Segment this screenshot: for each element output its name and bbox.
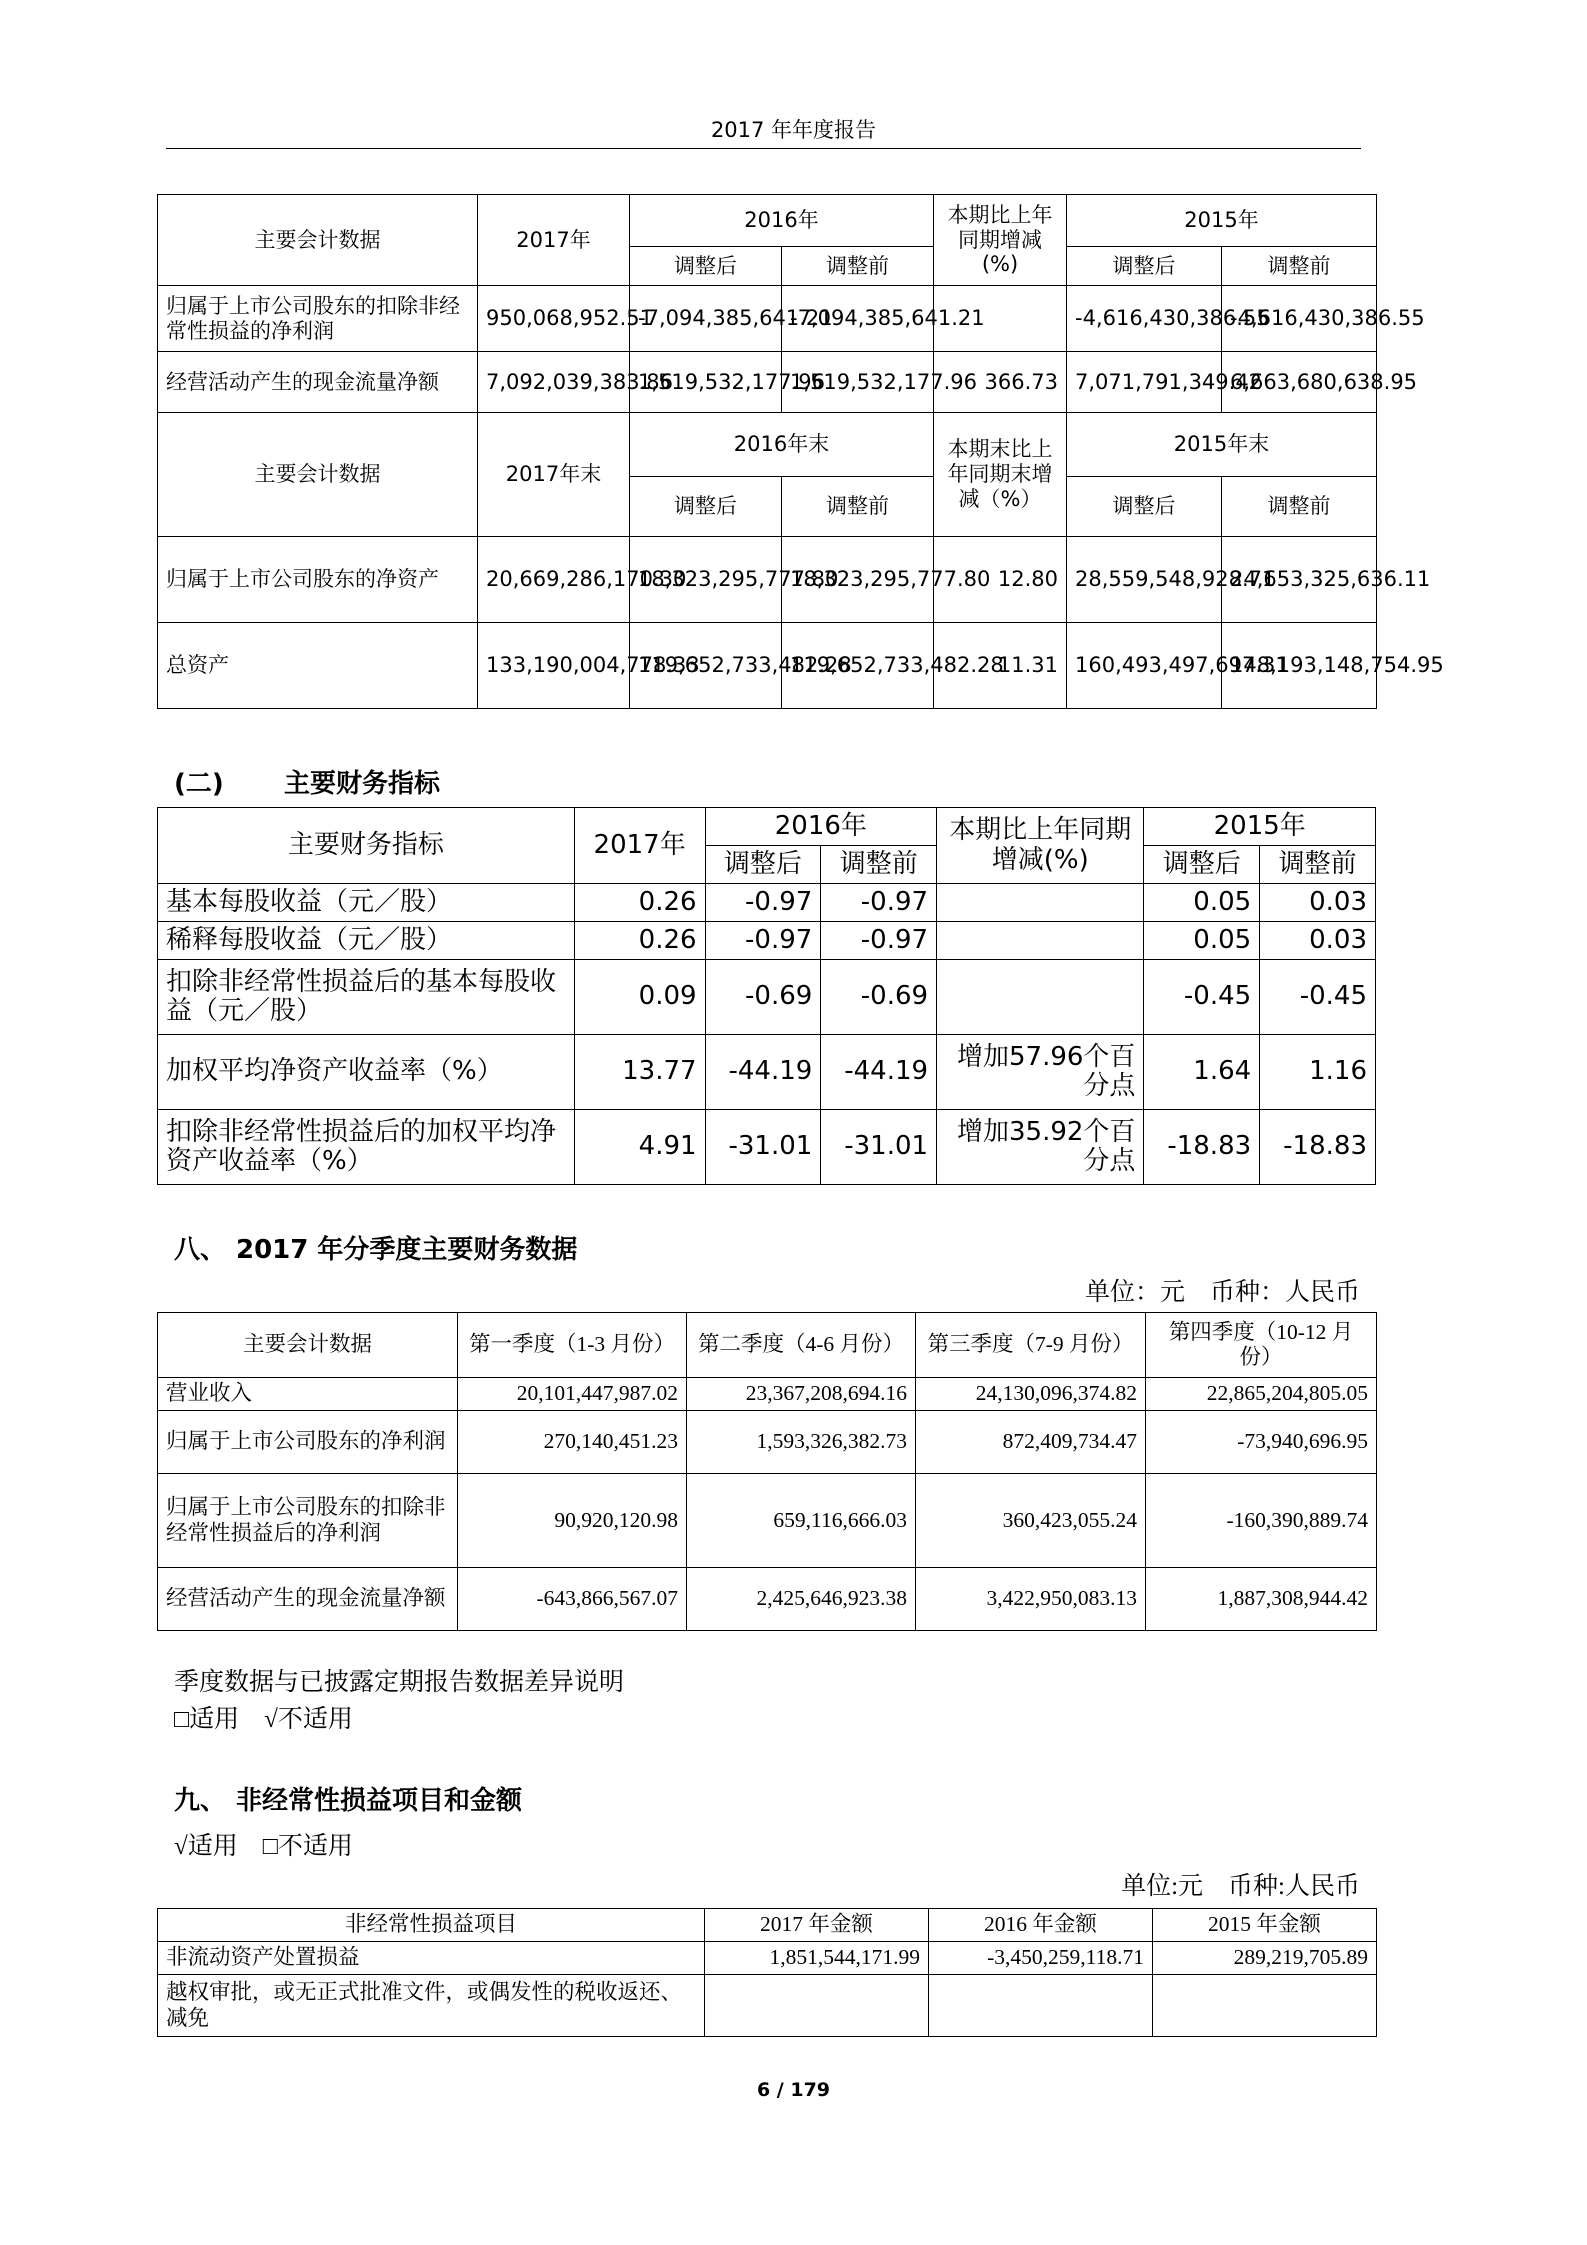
cell-2017: 13.77 (574, 1035, 705, 1110)
cell-2015-original: -0.45 (1260, 960, 1376, 1035)
header-q1: 第一季度（1-3 月份） (458, 1313, 687, 1378)
header-2017: 2017年 (574, 808, 705, 884)
cell-2015-adjusted: -4,616,430,386.55 (1067, 286, 1222, 352)
cell-2016-original: -44.19 (821, 1035, 937, 1110)
page-number: 6 / 179 (756, 2079, 831, 2101)
header-2016-original: 调整前 (782, 247, 934, 286)
row-label: 越权审批，或无正式批准文件，或偶发性的税收返还、减免 (158, 1975, 705, 2037)
cell-2016-adjusted: -0.69 (705, 960, 821, 1035)
cell-q2: 1,593,326,382.73 (687, 1411, 916, 1474)
header-yoy-change-end: 本期末比上年同期末增减（%） (934, 413, 1067, 537)
cell-change (937, 960, 1144, 1035)
cell-q3: 360,423,055.24 (916, 1474, 1146, 1568)
cell-2015-original: 24,653,325,636.11 (1222, 537, 1377, 623)
non-recurring-items-table (157, 1908, 1377, 2037)
cell-q2: 659,116,666.03 (687, 1474, 916, 1568)
header-2016-adjusted: 调整后 (630, 247, 782, 286)
row-label: 营业收入 (158, 1378, 458, 1411)
section8-unit: 单位：元 币种：人民币 (1084, 1279, 1360, 1306)
quarter-note-options: □适用 √不适用 (174, 1706, 353, 1733)
cell-2016-adjusted: -31.01 (705, 1110, 821, 1185)
cell-change: 增加35.92个百分点 (937, 1110, 1144, 1185)
section2-number: (二) (174, 769, 224, 799)
cell-2015-original: 6,663,680,638.95 (1222, 352, 1377, 413)
row-label: 加权平均净资产收益率（%） (158, 1035, 575, 1110)
cell-change: 12.80 (934, 537, 1067, 623)
row-label: 基本每股收益（元／股） (158, 884, 575, 922)
header-2016-end-adjusted: 调整后 (630, 477, 782, 537)
header-main-accounting-data-2: 主要会计数据 (158, 413, 478, 537)
cell-2016-adjusted: 119,652,733,482.28 (630, 623, 782, 709)
cell-q4: -73,940,696.95 (1146, 1411, 1377, 1474)
cell-q1: 270,140,451.23 (458, 1411, 687, 1474)
cell-2017 (705, 1975, 929, 2037)
header-2016-end-original: 调整前 (782, 477, 934, 537)
cell-2016-original: -0.97 (821, 922, 937, 960)
cell-change (937, 884, 1144, 922)
cell-2015-adjusted: 0.05 (1144, 884, 1260, 922)
cell-q3: 24,130,096,374.82 (916, 1378, 1146, 1411)
header-2016-end: 2016年末 (630, 413, 934, 477)
cell-q2: 2,425,646,923.38 (687, 1568, 916, 1631)
quarter-note-text: 季度数据与已披露定期报告数据差异说明 (174, 1669, 625, 1696)
main-financial-indicators-table (157, 807, 1376, 1185)
cell-2016-original: 1,519,532,177.96 (782, 352, 934, 413)
cell-q4: -160,390,889.74 (1146, 1474, 1377, 1568)
cell-2016-original: 18,323,295,777.80 (782, 537, 934, 623)
table-row (158, 1035, 1376, 1110)
cell-2015-original: 148,193,148,754.95 (1222, 623, 1377, 709)
cell-change (937, 922, 1144, 960)
table-row (158, 1110, 1376, 1185)
section8-title: 2017 年分季度主要财务数据 (236, 1235, 578, 1265)
cell-2015: 289,219,705.89 (1153, 1942, 1377, 1975)
cell-2015-adjusted: 28,559,548,928.71 (1067, 537, 1222, 623)
section9-unit: 单位:元 币种:人民币 (1121, 1873, 1360, 1900)
header-2016: 2016年 (705, 808, 937, 846)
cell-2015-adjusted: 1.64 (1144, 1035, 1260, 1110)
header-2015-original: 调整前 (1222, 247, 1377, 286)
table-row (158, 1411, 1377, 1474)
cell-2015-adjusted: 7,071,791,349.42 (1067, 352, 1222, 413)
cell-2015-original: -4,616,430,386.55 (1222, 286, 1377, 352)
header-2015: 2015年 (1067, 195, 1377, 247)
cell-2016-adjusted: -0.97 (705, 922, 821, 960)
header-rule (166, 148, 1361, 149)
cell-q3: 872,409,734.47 (916, 1411, 1146, 1474)
cell-2016-adjusted: -44.19 (705, 1035, 821, 1110)
quarterly-data-table (157, 1312, 1377, 1631)
header-2017: 2017年 (478, 195, 630, 286)
table-row (158, 1942, 1377, 1975)
page-header: 2017 年年度报告 (710, 118, 877, 142)
header-q2: 第二季度（4-6 月份） (687, 1313, 916, 1378)
cell-2017: 950,068,952.51 (478, 286, 630, 352)
cell-change: 11.31 (934, 623, 1067, 709)
cell-q4: 1,887,308,944.42 (1146, 1568, 1377, 1631)
cell-2015-adjusted: 0.05 (1144, 922, 1260, 960)
header-2016-original: 调整前 (821, 846, 937, 884)
table-row (158, 922, 1376, 960)
cell-2017: 7,092,039,383.86 (478, 352, 630, 413)
row-label: 非流动资产处置损益 (158, 1942, 705, 1975)
row-label: 归属于上市公司股东的扣除非经常性损益后的净利润 (158, 1474, 458, 1568)
cell-2015-adjusted: -18.83 (1144, 1110, 1260, 1185)
cell-2015-adjusted: 160,493,497,697.31 (1067, 623, 1222, 709)
cell-q1: 20,101,447,987.02 (458, 1378, 687, 1411)
table-row (158, 1568, 1377, 1631)
cell-2016-adjusted: 1,519,532,177.96 (630, 352, 782, 413)
cell-2017: 0.09 (574, 960, 705, 1035)
cell-2017: 1,851,544,171.99 (705, 1942, 929, 1975)
row-label: 总资产 (158, 623, 478, 709)
cell-q1: -643,866,567.07 (458, 1568, 687, 1631)
cell-change: 增加57.96个百分点 (937, 1035, 1144, 1110)
cell-2015-original: 0.03 (1260, 922, 1376, 960)
header-2016: 2016年 (630, 195, 934, 247)
row-label: 扣除非经常性损益后的基本每股收益（元／股） (158, 960, 575, 1035)
cell-q3: 3,422,950,083.13 (916, 1568, 1146, 1631)
section9-options: √适用 □不适用 (174, 1833, 353, 1860)
table-row (158, 1378, 1377, 1411)
header-2016-amount: 2016 年金额 (929, 1909, 1153, 1942)
header-main-financial-indicators: 主要财务指标 (158, 808, 575, 884)
table-row (158, 1975, 1377, 2037)
cell-2016-original: 119,652,733,482.28 (782, 623, 934, 709)
header-2015-end-original: 调整前 (1222, 477, 1377, 537)
cell-q1: 90,920,120.98 (458, 1474, 687, 1568)
row-label: 归属于上市公司股东的净利润 (158, 1411, 458, 1474)
section8-number: 八、 (174, 1235, 227, 1265)
cell-q2: 23,367,208,694.16 (687, 1378, 916, 1411)
header-2015-original: 调整前 (1260, 846, 1376, 884)
header-2015-adjusted: 调整后 (1144, 846, 1260, 884)
cell-2015 (1153, 1975, 1377, 2037)
header-2015-adjusted: 调整后 (1067, 247, 1222, 286)
header-2017-amount: 2017 年金额 (705, 1909, 929, 1942)
cell-2016-original: -0.97 (821, 884, 937, 922)
header-q3: 第三季度（7-9 月份） (916, 1313, 1146, 1378)
table-row (158, 960, 1376, 1035)
cell-2017: 0.26 (574, 922, 705, 960)
cell-2017: 133,190,004,778.33 (478, 623, 630, 709)
cell-2016-original: -0.69 (821, 960, 937, 1035)
header-main-accounting-data: 主要会计数据 (158, 195, 478, 286)
header-2015-end: 2015年末 (1067, 413, 1377, 477)
cell-2016-original: -7,094,385,641.21 (782, 286, 934, 352)
cell-2016 (929, 1975, 1153, 2037)
cell-2017: 0.26 (574, 884, 705, 922)
table-row (158, 1474, 1377, 1568)
cell-2015-original: 1.16 (1260, 1035, 1376, 1110)
row-label: 经营活动产生的现金流量净额 (158, 352, 478, 413)
header-yoy-change: 本期比上年同期增减(%) (934, 195, 1067, 286)
table-row (158, 884, 1376, 922)
header-main-accounting-data: 主要会计数据 (158, 1313, 458, 1378)
header-2015-end-adjusted: 调整后 (1067, 477, 1222, 537)
cell-2015-original: -18.83 (1260, 1110, 1376, 1185)
table-row (158, 623, 1377, 709)
cell-2016-adjusted: 18,323,295,777.80 (630, 537, 782, 623)
section2-title: 主要财务指标 (284, 769, 441, 799)
cell-2016-adjusted: -0.97 (705, 884, 821, 922)
cell-2017: 20,669,286,170.30 (478, 537, 630, 623)
row-label: 稀释每股收益（元／股） (158, 922, 575, 960)
cell-2015-original: 0.03 (1260, 884, 1376, 922)
cell-2016-original: -31.01 (821, 1110, 937, 1185)
cell-2016-adjusted: -7,094,385,641.21 (630, 286, 782, 352)
cell-2016: -3,450,259,118.71 (929, 1942, 1153, 1975)
row-label: 归属于上市公司股东的扣除非经常性损益的净利润 (158, 286, 478, 352)
table-row (158, 286, 1377, 352)
row-label: 归属于上市公司股东的净资产 (158, 537, 478, 623)
cell-2017: 4.91 (574, 1110, 705, 1185)
header-2015: 2015年 (1144, 808, 1376, 846)
row-label: 经营活动产生的现金流量净额 (158, 1568, 458, 1631)
table-row (158, 537, 1377, 623)
cell-2015-adjusted: -0.45 (1144, 960, 1260, 1035)
section9-title: 非经常性损益项目和金额 (236, 1786, 523, 1816)
header-q4: 第四季度（10-12 月份） (1146, 1313, 1377, 1378)
main-accounting-data-table (157, 194, 1444, 709)
table-row (158, 352, 1377, 413)
header-non-recurring-item: 非经常性损益项目 (158, 1909, 705, 1942)
section9-number: 九、 (174, 1786, 227, 1816)
header-yoy-change: 本期比上年同期增减(%) (937, 808, 1144, 884)
header-2016-adjusted: 调整后 (705, 846, 821, 884)
header-2017-end: 2017年末 (478, 413, 630, 537)
row-label: 扣除非经常性损益后的加权平均净资产收益率（%） (158, 1110, 575, 1185)
cell-q4: 22,865,204,805.05 (1146, 1378, 1377, 1411)
cell-change: 366.73 (934, 352, 1067, 413)
header-2015-amount: 2015 年金额 (1153, 1909, 1377, 1942)
